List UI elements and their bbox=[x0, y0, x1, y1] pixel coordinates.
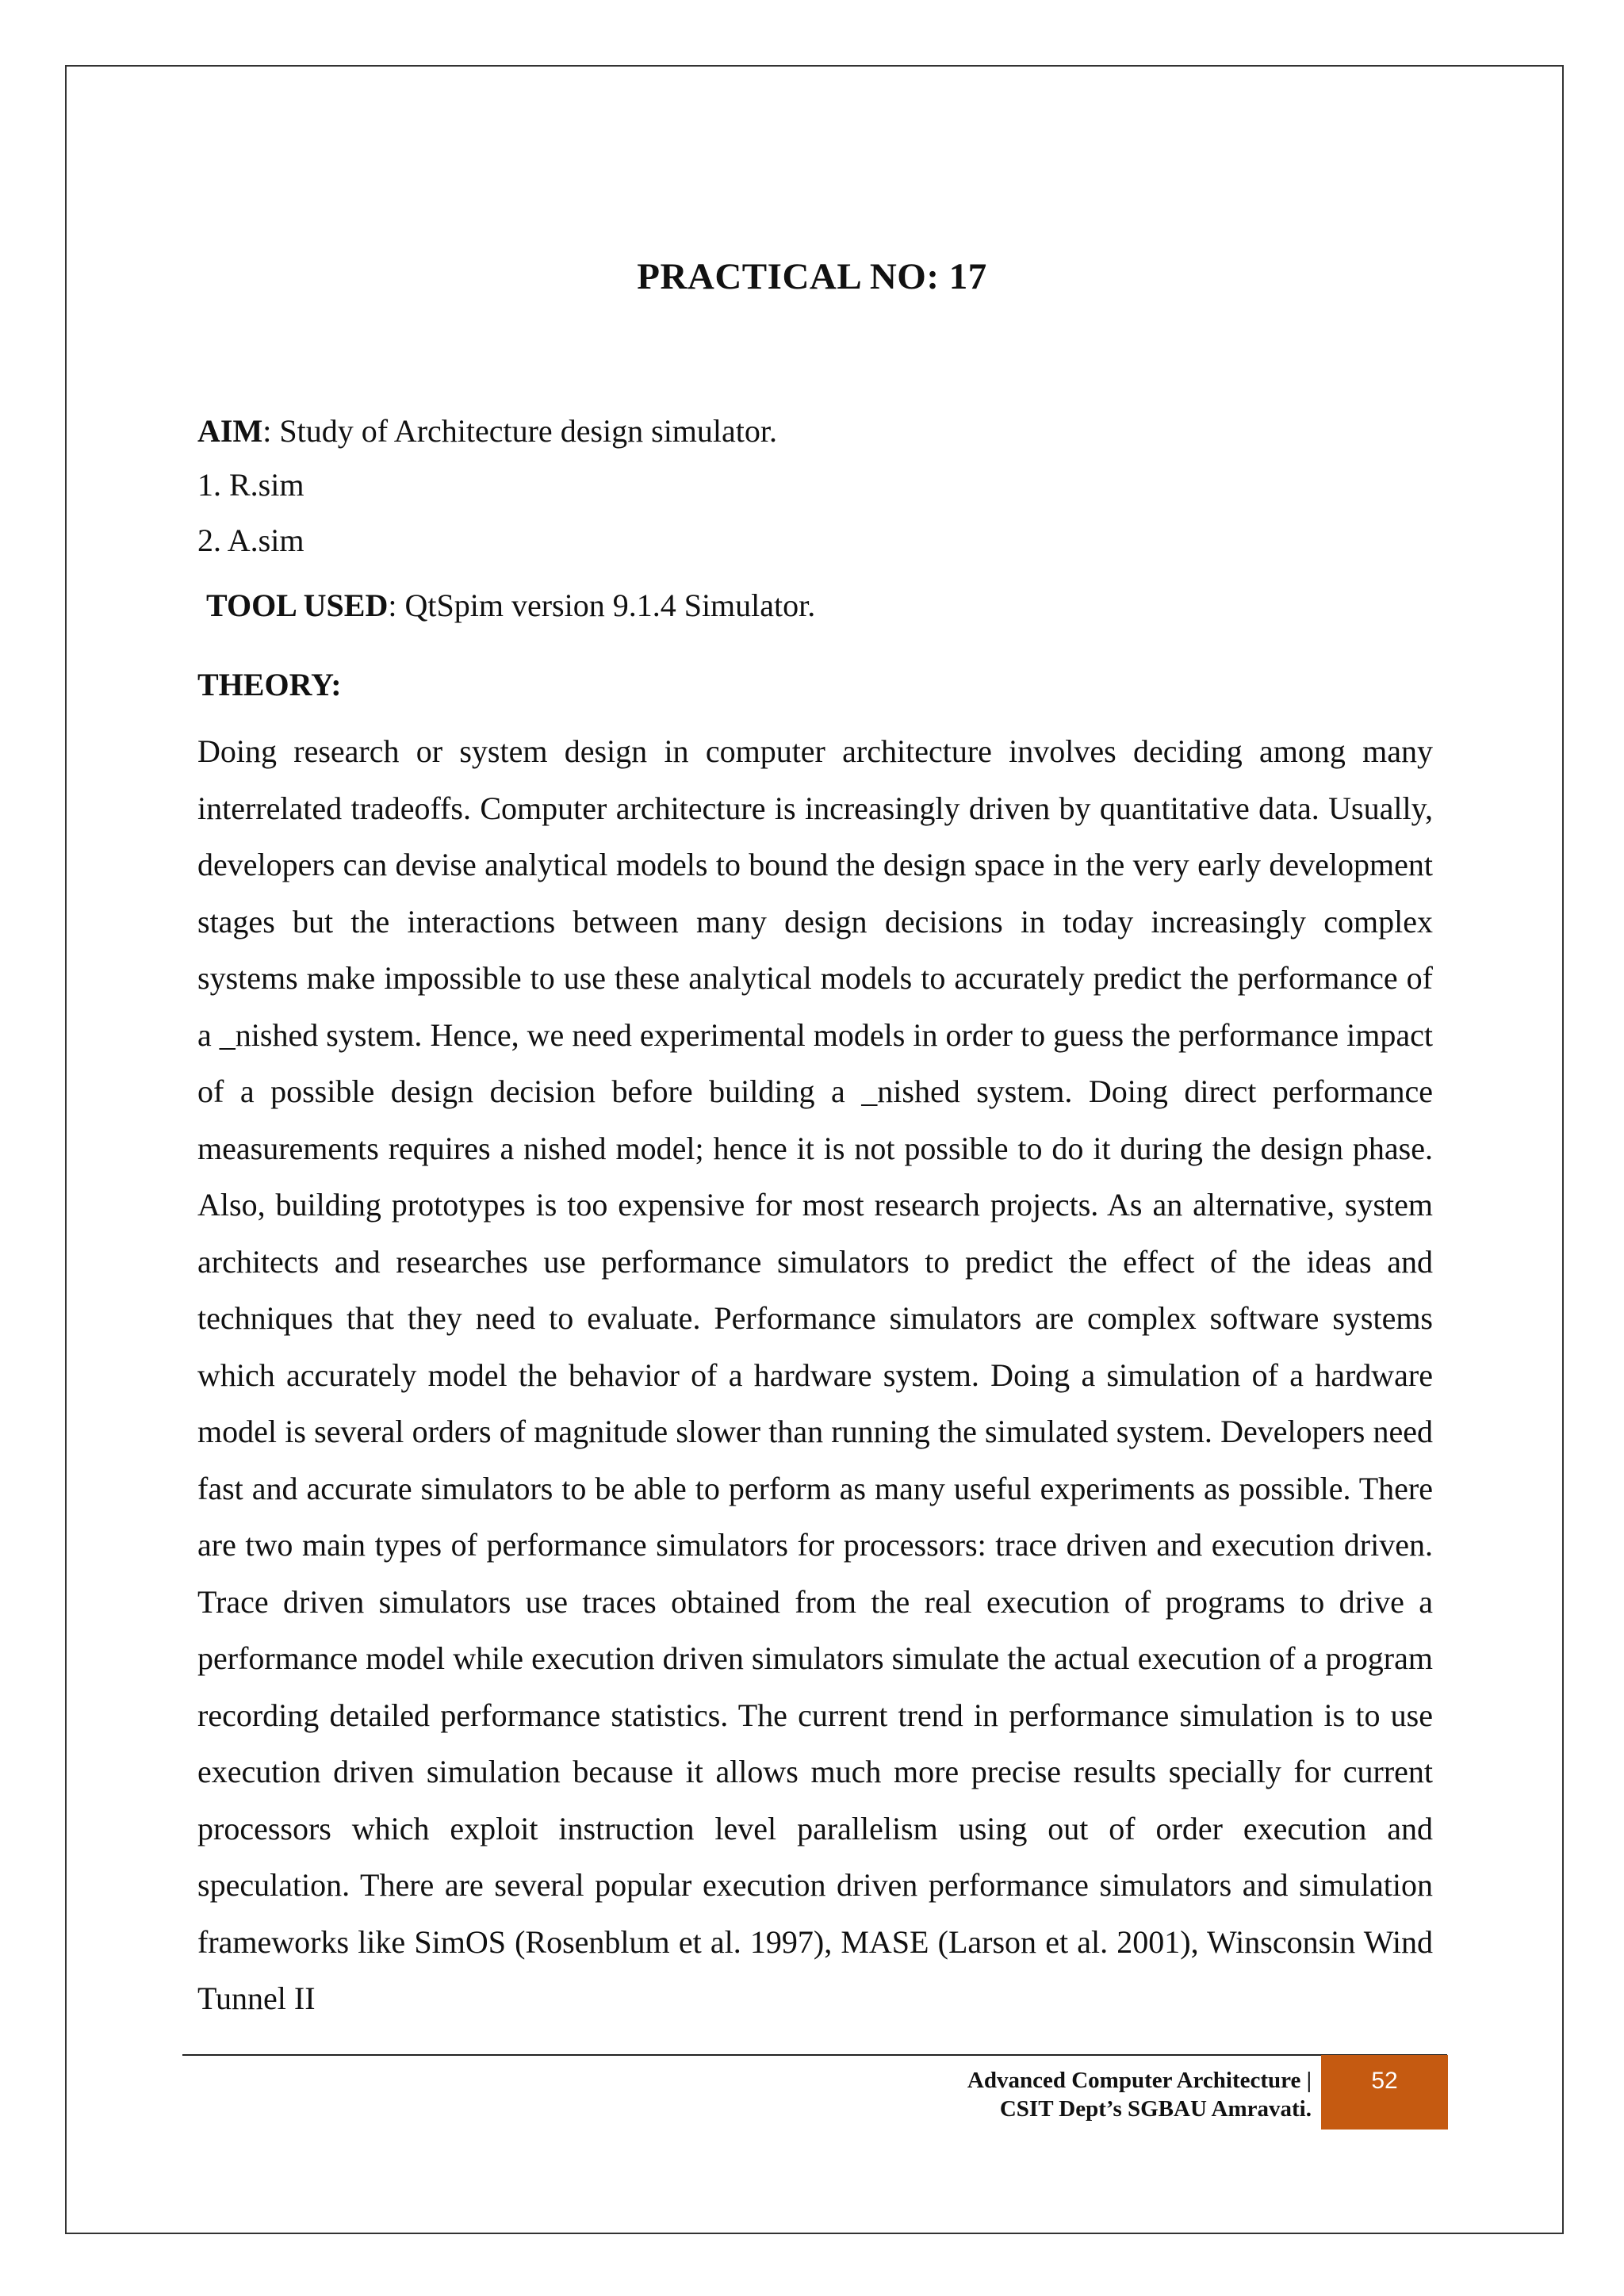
tool-text: : QtSpim version 9.1.4 Simulator. bbox=[388, 587, 816, 623]
footer-course: Advanced Computer Architecture | bbox=[967, 2068, 1312, 2093]
aim-label: AIM bbox=[197, 413, 263, 449]
tool-line bbox=[206, 587, 815, 625]
footer-department: CSIT Dept’s SGBAU Amravati. bbox=[999, 2096, 1312, 2122]
page-title: PRACTICAL NO: 17 bbox=[637, 256, 987, 297]
list-item: 2. A.sim bbox=[197, 522, 304, 558]
footer-text bbox=[967, 2066, 1312, 2123]
theory-paragraph: Doing research or system design in computer architecture involves deciding among many interrelated tradeoffs. Computer architecture is increasingly driven by quantitative data. Usually, developers can devise analytical models to bound the design space in the very early development stages but the interactions between many design decisions in today increasingly complex systems make impossible to use these analytical models to accurately predict the performance of a _nished system. Hence, we need experimental models in order to guess the performance impact of a possible design decision before building a _nished system. Doing direct performance measurements requires a nished model; hence it is not possible to do it during the design phase. Also, building prototypes is too expensive for most research projects. As an alternative, system architects and researches use performance simulators to predict the effect of the ideas and techniques that they need to evaluate. Performance simulators are complex software systems which accurately model the behavior of a hardware system. Doing a simulation of a hardware model is several orders of magnitude slower than running the simulated system. Developers need fast and accurate simulators to be able to perform as many useful experiments as possible. There are two main types of performance simulators for processors: trace driven and execution driven. Trace driven simulators use traces obtained from the real execution of programs to drive a performance model while execution driven simulators simulate the actual execution of a program recording detailed performance statistics. The current trend in performance simulation is to use execution driven simulation because it allows much more precise results specially for current processors which exploit instruction level parallelism using out of order execution and speculation. There are several popular execution driven performance simulators and simulation frameworks like SimOS (Rosenblum et al. 1997), MASE (Larson et al. 2001), Winsconsin Wind Tunnel II bbox=[197, 733, 1433, 2016]
theory-heading: THEORY: bbox=[197, 667, 342, 702]
aim-line bbox=[197, 412, 777, 450]
tool-label: TOOL USED bbox=[206, 587, 389, 623]
theory-body bbox=[197, 723, 1433, 2027]
page-number-badge: 52 bbox=[1321, 2055, 1448, 2130]
footer-divider bbox=[182, 2054, 1447, 2056]
aim-text: : Study of Architecture design simulator. bbox=[262, 413, 778, 449]
list-item: 1. R.sim bbox=[197, 467, 304, 503]
